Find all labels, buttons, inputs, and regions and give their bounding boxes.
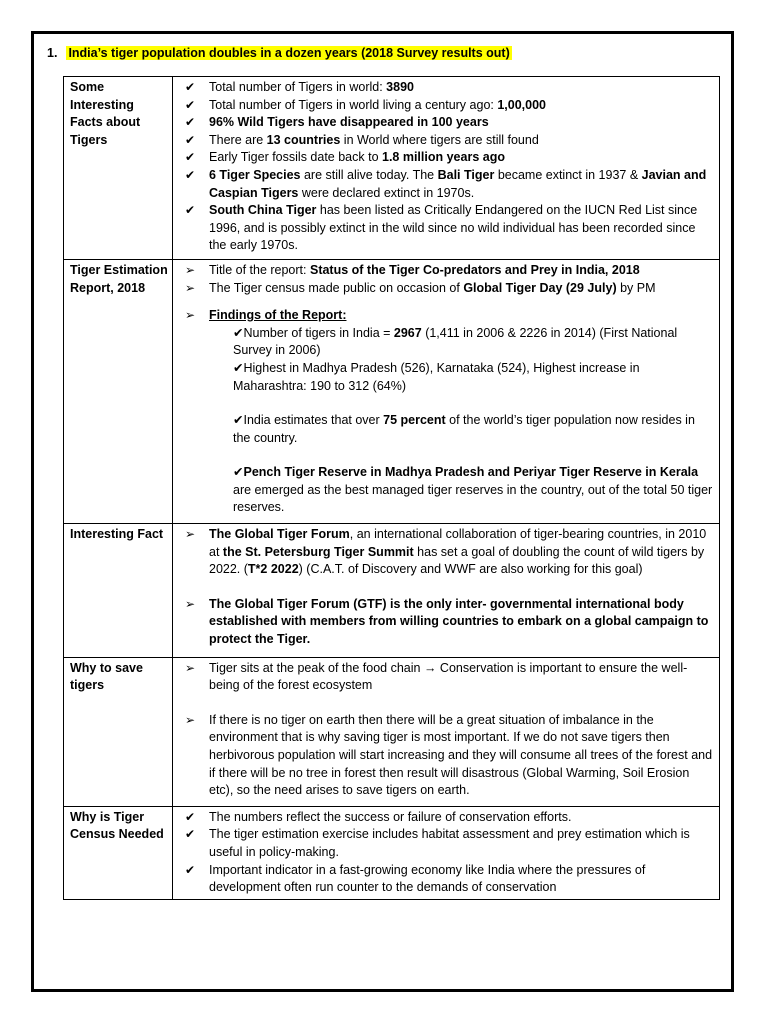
item-text: 1,00,000 (497, 97, 547, 112)
item-text: 13 countries (266, 132, 341, 147)
heading-number: 1. (47, 46, 58, 60)
item-text: the St. Petersburg Tiger Summit (222, 544, 414, 559)
findings-title: Findings of the Report: (209, 308, 347, 323)
item-text: T*2 2022 (247, 562, 299, 577)
list-item (179, 167, 715, 202)
section-heading (47, 45, 512, 61)
item-text: Javian and Caspian Tigers (209, 167, 707, 200)
checkmark-icon: ✔ (185, 150, 196, 165)
list-item (179, 809, 715, 827)
item-text: has been listed as Critically Endangered on the IUCN Red List since 1996, and is possibly extinct in the wild since no wild individual has been recorded since the early 1970s. (209, 203, 698, 253)
item-text: of the world’s tiger population now resides in the country. (233, 413, 695, 445)
item-text: Total number of Tigers in world living a century ago: (209, 97, 498, 112)
list-item (179, 79, 715, 97)
item-text: ) (C.A.T. of Discovery and WWF are also working for this goal) (298, 562, 643, 577)
item-text: The Tiger census made public on occasion of (209, 280, 464, 295)
arrow-icon: ➢ (185, 527, 196, 542)
item-text: South China Tiger (209, 203, 317, 218)
findings-heading-list (179, 307, 715, 325)
row-content (173, 259, 720, 523)
item-text: Total number of Tigers in world: (209, 80, 387, 94)
item-text: are emerged as the best managed tiger reserves in the country, out of the total 50 tiger reserves. (233, 482, 713, 515)
checkmark-icon: ✔ (233, 413, 244, 428)
item-text: are still alive today. The (300, 167, 438, 182)
checkmark-icon: ✔ (185, 80, 196, 94)
list-item (203, 360, 715, 395)
item-text: 3890 (386, 80, 414, 94)
list-item (179, 280, 715, 298)
checkmark-icon: ✔ (185, 97, 196, 112)
checkmark-icon: ✔ (185, 809, 196, 824)
row-content (173, 657, 720, 806)
item-text: Number of tigers in India = (243, 325, 394, 340)
item-text: Bali Tiger (437, 167, 495, 182)
list-item (179, 712, 715, 800)
row-label: Interesting Fact (64, 524, 173, 658)
item-text: Early Tiger fossils date back to (209, 150, 382, 165)
row-label: Why is Tiger Census Needed (64, 806, 173, 899)
list-item (179, 114, 715, 132)
list-item (179, 596, 715, 649)
arrow-icon: ➢ (185, 308, 196, 323)
checkmark-icon: ✔ (185, 132, 196, 147)
item-text: Pench Tiger Reserve in Madhya Pradesh and Periyar Tiger Reserve in Kerala (243, 465, 699, 480)
item-text: The numbers reflect the success or failure of conservation efforts. (209, 809, 572, 824)
checkmark-icon: ✔ (185, 827, 196, 842)
list-item (179, 862, 715, 897)
item-text: Highest in Madhya Pradesh (526), Karnataka (524), Highest increase in Maharashtra: 190 to 312 (64%) (233, 360, 640, 393)
findings-list (179, 325, 715, 517)
row-label: Why to save tigers (64, 657, 173, 806)
list-item (179, 132, 715, 150)
list-item (203, 464, 715, 517)
list-item (203, 325, 715, 360)
list-item (203, 412, 715, 447)
arrow-icon: ➢ (185, 280, 196, 295)
item-text: 75 percent (383, 413, 446, 428)
list-item (179, 262, 715, 280)
row-content (173, 806, 720, 899)
list-item (179, 97, 715, 115)
item-text: The Global Tiger Forum (209, 527, 350, 542)
row-label: Some Interesting Facts about Tigers (64, 77, 173, 260)
item-text: were declared extinct in 1970s. (298, 185, 475, 200)
item-text: became extinct in 1937 & (494, 167, 642, 182)
table-row-fact (64, 524, 720, 658)
item-text: If there is no tiger on earth then there will be a great situation of imbalance in the environment that is why saving tiger is most important. If we do not save tigers then herbivorous population will start increasing and they will consume all trees of the forest and if there will be no tree in forest then result will disastrous (Global Warming, Soil Erosion etc), so the need arises to save tigers on earth. (209, 712, 713, 798)
report-list (179, 262, 715, 297)
row-label: Tiger Estimation Report, 2018 (64, 259, 173, 523)
list-item (179, 307, 715, 325)
checkmark-icon: ✔ (233, 325, 244, 340)
list-item (179, 149, 715, 167)
fact-list (179, 526, 715, 649)
arrow-icon: ➢ (185, 262, 196, 277)
item-text: Tiger sits at the peak of the food chain → Conservation is important to ensure the well-being of the forest ecosystem (209, 660, 688, 693)
table-row-report (64, 259, 720, 523)
checkmark-icon: ✔ (233, 360, 244, 375)
item-text: (1,411 in 2006 & 2226 in 2014) (First National Survey in 2006) (233, 325, 678, 358)
table-row-census (64, 806, 720, 899)
item-text: Status of the Tiger Co-predators and Prey in India, 2018 (309, 262, 640, 277)
table-row-facts (64, 77, 720, 260)
item-text: India estimates that over (243, 413, 384, 428)
item-text: Global Tiger Day (29 July) (463, 280, 617, 295)
heading-title: India’s tiger population doubles in a dozen years (2018 Survey results out) (68, 46, 510, 60)
item-text: Title of the report: (209, 262, 310, 277)
item-text: There are (209, 132, 267, 147)
item-text: 96% Wild Tigers have disappeared in 100 years (209, 115, 489, 130)
item-text: by PM (616, 280, 656, 295)
list-item (179, 526, 715, 579)
facts-table (63, 76, 720, 900)
checkmark-icon: ✔ (233, 465, 244, 480)
row-content (173, 524, 720, 658)
item-text: The Global Tiger Forum (GTF) is the only inter- governmental international body established with members from willing countries to embark on a global campaign to protect the Tiger. (209, 596, 709, 647)
checkmark-icon: ✔ (185, 203, 196, 218)
save-list (179, 660, 715, 800)
row-content (173, 77, 720, 260)
arrow-icon: ➢ (185, 712, 196, 727)
item-text: in World where tigers are still found (340, 132, 539, 147)
checkmark-icon: ✔ (185, 115, 196, 130)
checkmark-icon: ✔ (185, 167, 196, 182)
list-item (179, 826, 715, 861)
item-text: The tiger estimation exercise includes habitat assessment and prey estimation which is useful in policy-making. (209, 827, 690, 859)
facts-list (179, 79, 715, 255)
table-row-save (64, 657, 720, 806)
list-item (179, 660, 715, 695)
list-item (179, 202, 715, 255)
checkmark-icon: ✔ (185, 862, 196, 877)
arrow-icon: ➢ (185, 660, 196, 675)
census-list (179, 809, 715, 897)
item-text: 6 Tiger Species (209, 167, 301, 182)
item-text: , an international collaboration of tiger-bearing countries, in 2010 at (209, 527, 707, 559)
item-text: has set a goal of doubling the count of wild tigers by 2022. ( (209, 544, 705, 577)
item-text: 1.8 million years ago (382, 150, 505, 165)
arrow-icon: ➢ (185, 596, 196, 611)
item-text: 2967 (393, 325, 422, 340)
item-text: Important indicator in a fast-growing economy like India where the pressures of development often run counter to the demands of conservation (209, 862, 646, 895)
